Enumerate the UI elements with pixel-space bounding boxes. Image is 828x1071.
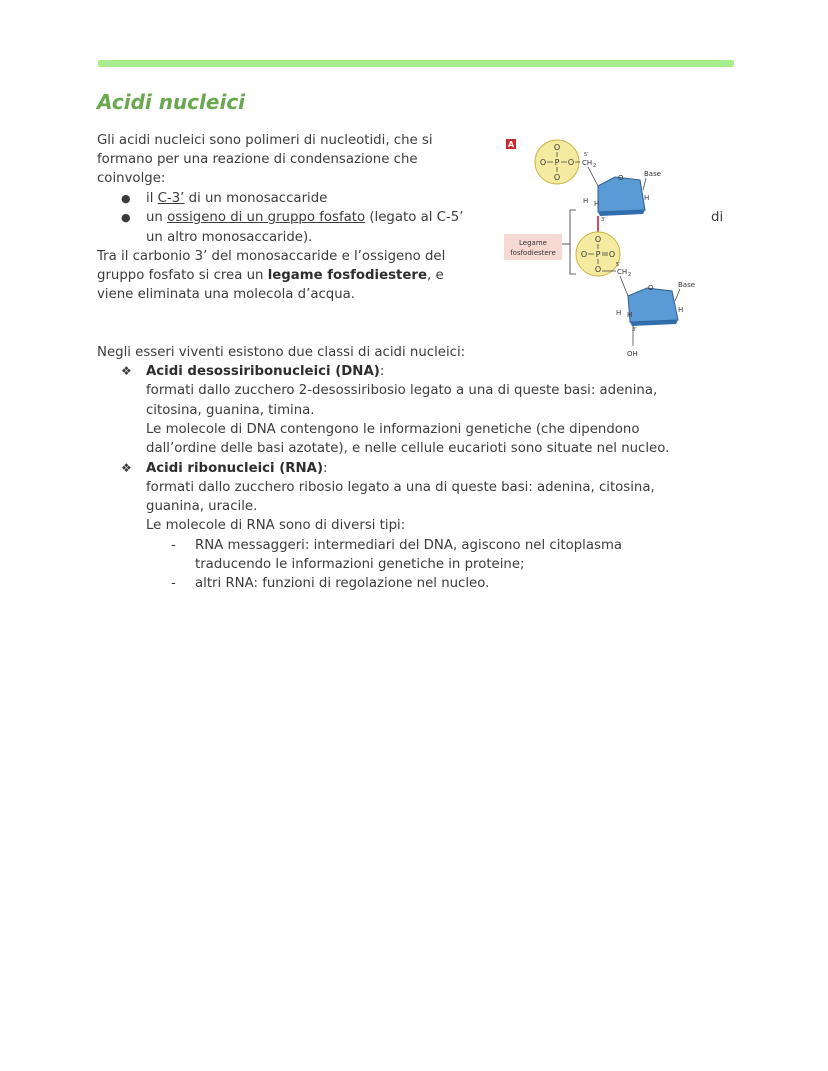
sugar-bottom-ring-oxygen: O (648, 284, 654, 292)
three-prime-bottom: 3’ (632, 327, 637, 333)
ch2-mid-label: CH (617, 268, 628, 276)
rna-heading (146, 459, 328, 479)
phosphate-mid-o-lower: O (594, 265, 602, 274)
rna-line-1: formati dallo zucchero ribosio legato a una di queste basi: adenina, citosina, (146, 480, 655, 495)
dna-heading-text: Acidi desossiribonucleici (DNA) (146, 364, 380, 379)
rna-heading-text: Acidi ribonucleici (RNA) (146, 461, 324, 476)
ch2-top-label: CH (582, 159, 593, 167)
phosphate-top-o-upper: O (553, 143, 561, 152)
rna-type-1-line-1: RNA messaggeri: intermediari del DNA, agiscono nel citoplasma (195, 538, 623, 553)
header-accent-bar (98, 60, 734, 67)
para2-line-3: viene eliminata una molecola d’acqua. (97, 287, 356, 302)
bullet-item-ossigeno-suffix: (legato al C-5’ (365, 210, 464, 225)
dna-line-2: citosina, guanina, timina. (146, 403, 315, 418)
para2-line-2 (97, 266, 444, 286)
para2-line-2-prefix: gruppo fosfato si crea un (97, 268, 268, 283)
intro-line-2: formano per una reazione di condensazione che (97, 152, 418, 167)
rna-line-2: guanina, uracile. (146, 499, 258, 514)
sugar-ring-bottom (628, 288, 678, 322)
bullet-dot-icon: ● (121, 192, 131, 205)
phosphate-top-o-right: O (567, 158, 575, 167)
sugar-top-ring-oxygen: O (618, 174, 624, 182)
dna-line-3: Le molecole di DNA contengono le informazioni genetiche (che dipendono (146, 422, 640, 437)
dna-heading (146, 362, 384, 382)
bullet-item-c3 (146, 189, 327, 209)
legame-label-line-2: fosfodiestere (510, 249, 556, 257)
sugar-bottom-h-inner: H (627, 311, 633, 319)
para2-line-2-suffix: , e (427, 268, 444, 283)
phosphate-top-o-left: O (539, 158, 547, 167)
three-prime-top: 3’ (601, 217, 606, 223)
bullet-item-c3-prefix: il (146, 191, 158, 206)
c3-underlined-term: C-3’ (157, 191, 185, 206)
ch2-mid-subscript: 2 (628, 272, 632, 278)
phosphate-mid-p: P (595, 250, 601, 259)
intro-line-3: coinvolge: (97, 171, 166, 186)
phosphate-mid-o-right: O (608, 250, 616, 259)
figure-badge-label: A (507, 140, 515, 149)
para2-line-1: Tra il carbonio 3’ del monosaccaride e l’ossigeno del (97, 249, 446, 264)
bond-bracket (570, 210, 576, 274)
classes-intro: Negli esseri viventi esistono due classi di acidi nucleici: (97, 345, 466, 360)
base-bottom-label: Base (678, 281, 696, 289)
dna-heading-colon: : (379, 364, 385, 379)
legame-label-line-1: Legame (519, 239, 547, 247)
bullet-item-ossigeno-cont: un altro monosaccaride). (146, 230, 313, 245)
sugar-bottom-h-right: H (678, 306, 684, 314)
dna-line-4: dall’ordine delle basi azotate), e nelle cellule eucarioti sono situate nel nucleo. (146, 441, 670, 456)
bullet-item-c3-suffix: di un monosaccaride (184, 191, 328, 206)
sugar-bottom-h-left: H (616, 309, 622, 317)
phosphate-top-p: P (554, 158, 560, 167)
sugar-top-h-left: H (583, 197, 589, 205)
dash-bullet-icon: - (171, 538, 176, 553)
bullet-item-ossigeno-prefix: un (146, 210, 168, 225)
legame-fosfodiestere-bold: legame fosfodiestere (267, 268, 427, 283)
sugar-top-h-inner: H (594, 200, 600, 208)
sugar-ring-top (598, 177, 645, 212)
bullet-item-ossigeno (146, 208, 463, 228)
rna-type-1-line-2: traducendo le informazioni genetiche in proteine; (195, 557, 525, 572)
rna-heading-colon: : (323, 461, 328, 476)
intro-line-1: Gli acidi nucleici sono polimeri di nucleotidi, che si (97, 133, 433, 148)
ch2-top-subscript: 2 (593, 163, 597, 169)
diamond-bullet-icon: ❖ (121, 364, 132, 378)
bullet-dot-icon: ● (121, 211, 131, 224)
dash-bullet-icon: - (171, 576, 176, 591)
ossigeno-underlined-term: ossigeno di un gruppo fosfato (167, 210, 366, 225)
page-title: Acidi nucleici (97, 90, 246, 114)
five-prime-top: 5’ (584, 152, 589, 158)
oh-group-label: OH (627, 350, 638, 358)
phosphodiester-diagram (500, 134, 710, 364)
sugar-top-h-right: H (644, 194, 650, 202)
rna-type-2: altri RNA: funzioni di regolazione nel nucleo. (195, 576, 490, 591)
phosphate-mid-o-left: O (580, 250, 588, 259)
base-top-label: Base (644, 170, 662, 178)
dna-line-1: formati dallo zucchero 2-desossiribosio legato a una di queste basi: adenina, (146, 383, 658, 398)
five-prime-mid: 5’ (616, 262, 621, 268)
phosphate-top-o-lower: O (553, 173, 561, 182)
bullet-item-ossigeno-tail: di (711, 210, 724, 225)
diamond-bullet-icon: ❖ (121, 461, 132, 475)
phosphate-mid-o-upper: O (594, 235, 602, 244)
rna-line-3: Le molecole di RNA sono di diversi tipi: (146, 518, 406, 533)
